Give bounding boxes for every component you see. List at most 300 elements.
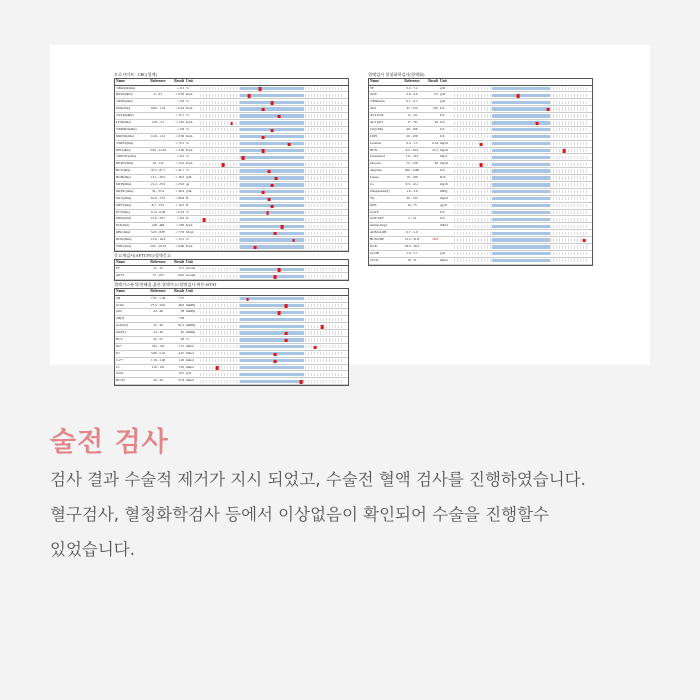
result-marker — [262, 149, 265, 152]
lab-report-image — [50, 45, 650, 383]
row-reference: 24 - 48 — [153, 330, 163, 335]
range-bar — [196, 168, 348, 174]
row-reference: 5.05 - 16.76 — [150, 243, 166, 248]
row-reference: 2.95 - 11.64 — [150, 147, 166, 152]
range-bar — [450, 251, 592, 257]
table-row — [115, 148, 348, 155]
result-marker — [517, 94, 520, 97]
row-result — [424, 154, 439, 160]
table-row — [115, 113, 348, 120]
row-reference: 29.9 - 36.2 — [404, 243, 420, 248]
row-reference: 75 - 128 — [406, 161, 418, 166]
row-result: = 10.3 — [175, 202, 184, 207]
result-marker — [278, 115, 281, 118]
row-unit: K/μL — [186, 161, 194, 166]
row-reference — [146, 86, 170, 92]
table-row — [369, 203, 592, 210]
range-bar — [450, 189, 592, 195]
row-result — [424, 203, 439, 209]
row-reference: 9.3 - 12.1 — [405, 181, 419, 186]
range-bar — [450, 175, 592, 181]
row-name: K+ — [116, 350, 121, 355]
row-name: MCHC(dms) — [116, 188, 134, 193]
range-bar — [450, 154, 592, 160]
result-marker — [268, 198, 271, 201]
table-row — [115, 273, 348, 280]
row-result: = 1.02 — [175, 119, 184, 124]
row-unit: U/L — [440, 209, 446, 214]
description-line: 검사 결과 수술적 제거가 지시 되었고, 수술전 혈액 검사를 진행하였습니다. — [50, 470, 586, 489]
row-reference — [146, 141, 170, 147]
row-reference: 0.1 - 0.5 — [406, 99, 418, 104]
section-heading: 술전 검사 — [50, 427, 169, 458]
row-reference — [146, 99, 170, 105]
row-unit: K/μL — [186, 119, 194, 124]
row-result: 27.8 — [178, 378, 184, 383]
row-result: 207 — [433, 106, 438, 111]
table-row — [115, 134, 348, 141]
row-reference: 111 - 312 — [405, 154, 419, 159]
range-bar — [196, 161, 348, 167]
row-name: PCT(dms) — [116, 209, 130, 214]
table-row — [115, 358, 348, 365]
row-name: %NEU(dms) — [116, 140, 134, 145]
result-marker — [546, 108, 549, 111]
row-name: HGB(dms) — [116, 175, 131, 180]
header-result: Result — [428, 79, 438, 83]
row-reference: 5.65 - 8.87 — [150, 230, 166, 235]
row-unit: mmol — [186, 378, 194, 383]
result-marker — [321, 325, 324, 328]
row-unit: % — [186, 85, 189, 90]
table-row — [115, 266, 348, 273]
row-result: = 0.03 — [175, 92, 184, 97]
range-bar — [196, 303, 348, 309]
row-result — [424, 210, 439, 216]
row-reference: 1.9 - 5.0 — [406, 188, 418, 193]
range-bar — [450, 203, 592, 209]
row-result: 3.5 — [433, 92, 438, 97]
row-name: MPV(dms) — [116, 202, 131, 207]
row-reference: 110 - 119 — [151, 364, 165, 369]
result-marker — [271, 101, 274, 104]
result-marker — [273, 360, 276, 363]
table-row — [369, 230, 592, 237]
row-unit: K/μL — [186, 133, 194, 138]
row-result: = 9.4 — [177, 216, 184, 221]
result-marker — [288, 143, 291, 146]
range-bar — [196, 134, 348, 140]
row-result: 49 — [180, 337, 184, 341]
result-marker — [562, 149, 565, 152]
row-result: 83 — [434, 161, 438, 166]
range-bar — [196, 175, 348, 181]
table-row — [369, 244, 592, 251]
table-row — [115, 244, 348, 251]
range-bar — [450, 120, 592, 126]
row-unit: % — [186, 126, 189, 131]
row-result: = 4.59 — [175, 147, 184, 152]
table-row — [115, 189, 348, 196]
right-report-column — [368, 72, 593, 266]
range-bar — [196, 323, 348, 329]
row-result: 4.47 — [178, 350, 184, 355]
range-bar — [196, 330, 348, 336]
table-row — [369, 175, 592, 182]
row-result — [424, 86, 439, 92]
row-reference — [146, 316, 170, 322]
table-row — [115, 323, 348, 330]
result-marker — [285, 304, 288, 307]
row-reference: 10 - 160 — [406, 175, 418, 180]
row-reference: 9.2 - 29.2 — [405, 147, 419, 152]
row-result: = 23.6 — [175, 181, 184, 186]
table-row — [115, 303, 348, 310]
range-bar — [450, 230, 592, 236]
table-row — [115, 223, 348, 230]
range-bar — [196, 223, 348, 229]
result-marker — [253, 246, 256, 249]
result-marker — [246, 298, 249, 301]
row-name: LYM(dms) — [116, 119, 131, 124]
table-row — [115, 175, 348, 182]
coag-rows — [115, 266, 348, 280]
row-result: = 15.7 — [175, 113, 184, 118]
range-bar — [196, 316, 348, 322]
row-result — [424, 223, 439, 229]
range-bar — [450, 161, 592, 167]
row-reference: 142 - 152 — [151, 343, 165, 348]
table-row — [369, 120, 592, 127]
table-row — [115, 296, 348, 303]
table-row — [115, 237, 348, 244]
row-name: %BASO(dms) — [116, 85, 136, 90]
row-name: pCO2 — [116, 302, 124, 307]
row-reference: 10 - 110 — [152, 161, 164, 166]
range-bar — [196, 120, 348, 126]
row-name: TCO2 — [370, 257, 379, 262]
result-marker — [285, 339, 288, 342]
row-name: ALT GPT — [370, 119, 384, 124]
range-bar — [196, 92, 348, 98]
row-result: 13.5 — [178, 371, 184, 376]
coag-section-title: 응고계검사(APTT/PT)/혈액응고 — [114, 252, 171, 258]
table-row — [369, 161, 592, 168]
row-unit: mmHg — [186, 330, 196, 335]
chem-rows — [369, 86, 592, 265]
result-marker — [536, 122, 539, 125]
gas-section-title: 혈액가스분석/전해질,젖산,혈액가스/혈액검사 버튼-iSTAT — [114, 282, 217, 288]
row-reference: 13.6 - 16.4 — [150, 237, 166, 242]
row-unit: fL — [186, 195, 190, 200]
table-row — [115, 216, 348, 223]
row-name: Glucose — [370, 161, 381, 166]
table-row — [115, 203, 348, 210]
row-reference: 32 - 55 — [153, 337, 163, 341]
row-name: ALB/GLOB — [370, 230, 387, 235]
row-result: = 13.2 — [175, 161, 184, 166]
row-name: HCT(dms) — [116, 168, 131, 173]
header-unit: Unit — [186, 79, 193, 83]
range-bar — [196, 196, 348, 202]
range-bar — [196, 296, 348, 302]
row-result: = 66.8 — [175, 195, 184, 200]
row-reference: 37.3 - 61.7 — [150, 168, 166, 173]
row-reference: 2.6 - 4.0 — [406, 92, 418, 97]
range-bar — [196, 216, 348, 222]
row-unit — [439, 244, 450, 250]
row-unit: mg/dl — [440, 181, 448, 186]
result-marker — [271, 129, 274, 132]
row-unit: g/dl — [440, 250, 446, 255]
row-unit: U/L — [440, 106, 446, 111]
table-row — [115, 106, 348, 113]
result-marker — [278, 311, 281, 314]
row-result — [424, 216, 439, 222]
result-marker — [271, 205, 274, 208]
row-reference: 1.16 - 1.40 — [150, 357, 166, 362]
row-unit: mmHg — [186, 323, 196, 328]
header-name: Name — [116, 259, 125, 264]
row-unit: mmHg — [186, 309, 196, 314]
table-row — [115, 182, 348, 189]
row-name: ALB — [370, 92, 377, 97]
row-name: GOT/GPT — [370, 216, 384, 221]
row-reference — [146, 113, 170, 119]
row-name: NEU(dms) — [116, 147, 131, 152]
range-bar — [196, 86, 348, 92]
range-bar — [450, 223, 592, 229]
row-reference: 0.16 - 1.12 — [150, 133, 166, 138]
result-marker — [273, 353, 276, 356]
row-reference: 17 - 44 — [407, 113, 417, 118]
row-name: MCH(dms) — [116, 181, 132, 186]
table-row — [115, 141, 348, 148]
result-marker — [299, 380, 302, 383]
row-name: NH3 — [370, 202, 377, 207]
row-unit: % — [186, 337, 189, 341]
row-name: AST GOT — [370, 113, 384, 118]
table-row — [369, 141, 592, 148]
row-name: MCV(dms) — [116, 195, 132, 200]
header-unit: Unit — [440, 79, 447, 83]
row-result — [424, 127, 439, 133]
table-row — [369, 134, 592, 141]
table-row — [115, 196, 348, 203]
row-reference: 18 - 31 — [407, 257, 417, 262]
row-result: = 0.33 — [175, 209, 184, 214]
result-marker — [285, 332, 288, 335]
row-unit: K/μL — [186, 92, 194, 97]
row-name: MONO(dms) — [116, 133, 134, 138]
range-bar — [450, 141, 592, 147]
row-name: BUN — [370, 147, 377, 152]
range-bar — [450, 99, 592, 105]
result-marker — [292, 239, 295, 242]
row-reference: 49 - 166 — [406, 126, 418, 131]
header-unit: Unit — [186, 259, 193, 264]
table-row — [115, 99, 348, 106]
row-result: 17.5 — [178, 266, 184, 271]
row-result: = 8.66 — [175, 243, 184, 248]
row-result — [424, 168, 439, 174]
row-result: = 5.8 — [177, 126, 184, 131]
row-result — [424, 175, 439, 181]
row-unit: K/μL — [186, 147, 194, 152]
row-name: pO2 — [116, 309, 122, 314]
range-bar — [196, 189, 348, 195]
row-unit: K/μL — [186, 106, 194, 111]
row-result: = 0.36 — [175, 133, 184, 138]
row-name: RDW(dms) — [116, 237, 132, 242]
table-row — [369, 258, 592, 265]
row-name: WBC(dms) — [116, 243, 132, 248]
row-unit: MEQ — [440, 188, 448, 193]
row-unit: mmol — [186, 364, 194, 369]
row-name: pO2(T) — [116, 330, 126, 335]
result-marker — [268, 170, 271, 173]
row-name: HCO3 — [116, 378, 125, 383]
result-marker — [222, 163, 225, 166]
table-row — [369, 92, 592, 99]
cbc-rows — [115, 86, 348, 251]
row-reference — [146, 371, 170, 377]
range-bar — [450, 258, 592, 264]
range-bar — [450, 237, 592, 243]
table-row — [369, 196, 592, 203]
chem-table — [368, 78, 593, 266]
row-name: EOS(dms) — [116, 106, 130, 111]
range-bar — [196, 266, 348, 272]
header-reference: Reference — [404, 79, 420, 83]
range-bar — [196, 210, 348, 216]
row-result: 0.54 — [432, 140, 438, 145]
row-name: Cholesterol — [370, 154, 386, 159]
row-result — [424, 189, 439, 195]
row-name: %LYM(dms) — [116, 113, 134, 118]
range-bar — [450, 113, 592, 119]
row-unit: fL — [186, 216, 190, 221]
row-unit — [185, 316, 196, 322]
row-reference — [146, 154, 170, 160]
row-name: pCO2(T) — [116, 323, 129, 328]
range-bar — [450, 86, 592, 92]
row-unit: g/dL — [186, 175, 193, 180]
row-result: 38 — [180, 309, 184, 314]
table-row — [115, 337, 348, 344]
row-name: Na/K — [370, 243, 378, 248]
table-row — [369, 86, 592, 93]
range-bar — [196, 203, 348, 209]
row-unit: mg/dl — [440, 140, 448, 145]
row-reference: 0.7 - 1.9 — [406, 230, 418, 235]
table-row — [115, 330, 348, 337]
range-bar — [450, 196, 592, 202]
range-bar — [196, 365, 348, 371]
table-row — [369, 223, 592, 230]
range-bar — [450, 148, 592, 154]
row-name: GGTP — [370, 209, 379, 214]
result-marker — [314, 346, 317, 349]
row-name: RBC(dms) — [116, 230, 131, 235]
row-name: %RETIC(dms) — [116, 154, 136, 159]
row-result — [424, 182, 439, 188]
row-unit: mg/d — [440, 154, 447, 159]
table-row — [369, 106, 592, 113]
header-reference: Reference — [150, 79, 166, 83]
result-marker — [248, 94, 251, 97]
row-name: PT — [116, 266, 120, 271]
row-unit: U/L — [440, 168, 446, 173]
row-result — [424, 251, 439, 257]
range-bar — [196, 113, 348, 119]
row-name: %MONO(dms) — [116, 126, 137, 131]
result-marker — [479, 143, 482, 146]
row-unit: % — [186, 168, 189, 173]
row-result: = 0.2 — [177, 154, 184, 159]
table-row — [115, 210, 348, 217]
row-reference: 30 - 133 — [406, 195, 418, 200]
table-row — [369, 113, 592, 120]
row-unit: mg/dl — [440, 161, 448, 166]
table-row — [115, 378, 348, 385]
table-row — [115, 309, 348, 316]
row-unit: % — [186, 237, 189, 242]
row-name: BASO(dms) — [116, 92, 133, 97]
row-unit — [185, 296, 196, 302]
row-reference: 5 - 14 — [408, 216, 416, 221]
table-row — [115, 86, 348, 93]
row-name: APTT — [116, 273, 125, 278]
table-row — [369, 127, 592, 134]
row-result — [424, 134, 439, 140]
row-name: Ca++ — [116, 357, 124, 362]
row-unit: % — [186, 154, 189, 159]
left-report-column — [114, 72, 349, 386]
row-unit: g/dL — [440, 92, 447, 97]
row-unit: mg/dl — [440, 147, 448, 152]
row-unit: g/dL — [186, 188, 193, 193]
row-name: Amino-Engy — [370, 223, 388, 228]
row-result: = 0.34 — [175, 106, 184, 111]
header-reference: Reference — [150, 289, 166, 294]
row-reference: 32 - 49 — [153, 323, 163, 328]
range-bar — [450, 216, 592, 222]
row-unit: IU/L — [440, 175, 447, 180]
row-unit: % — [186, 113, 189, 118]
row-unit: % — [186, 209, 189, 214]
result-marker — [583, 239, 586, 242]
row-unit: g/dl — [440, 99, 446, 104]
row-reference: 20 - 109 — [406, 133, 418, 138]
table-row — [115, 316, 348, 323]
result-marker — [275, 177, 278, 180]
row-reference — [400, 223, 424, 229]
range-bar — [196, 99, 348, 105]
coag-table — [114, 259, 349, 281]
header-result: Result — [174, 79, 184, 83]
range-bar — [450, 244, 592, 250]
row-unit: mmol — [186, 343, 194, 348]
table-row — [115, 365, 348, 372]
range-bar — [450, 134, 592, 140]
result-marker — [262, 108, 265, 111]
table-row — [369, 168, 592, 175]
table-row — [369, 154, 592, 161]
header-reference: Reference — [150, 259, 166, 264]
row-reference: 3.90 - 5.10 — [150, 350, 166, 355]
table-row — [369, 210, 592, 217]
